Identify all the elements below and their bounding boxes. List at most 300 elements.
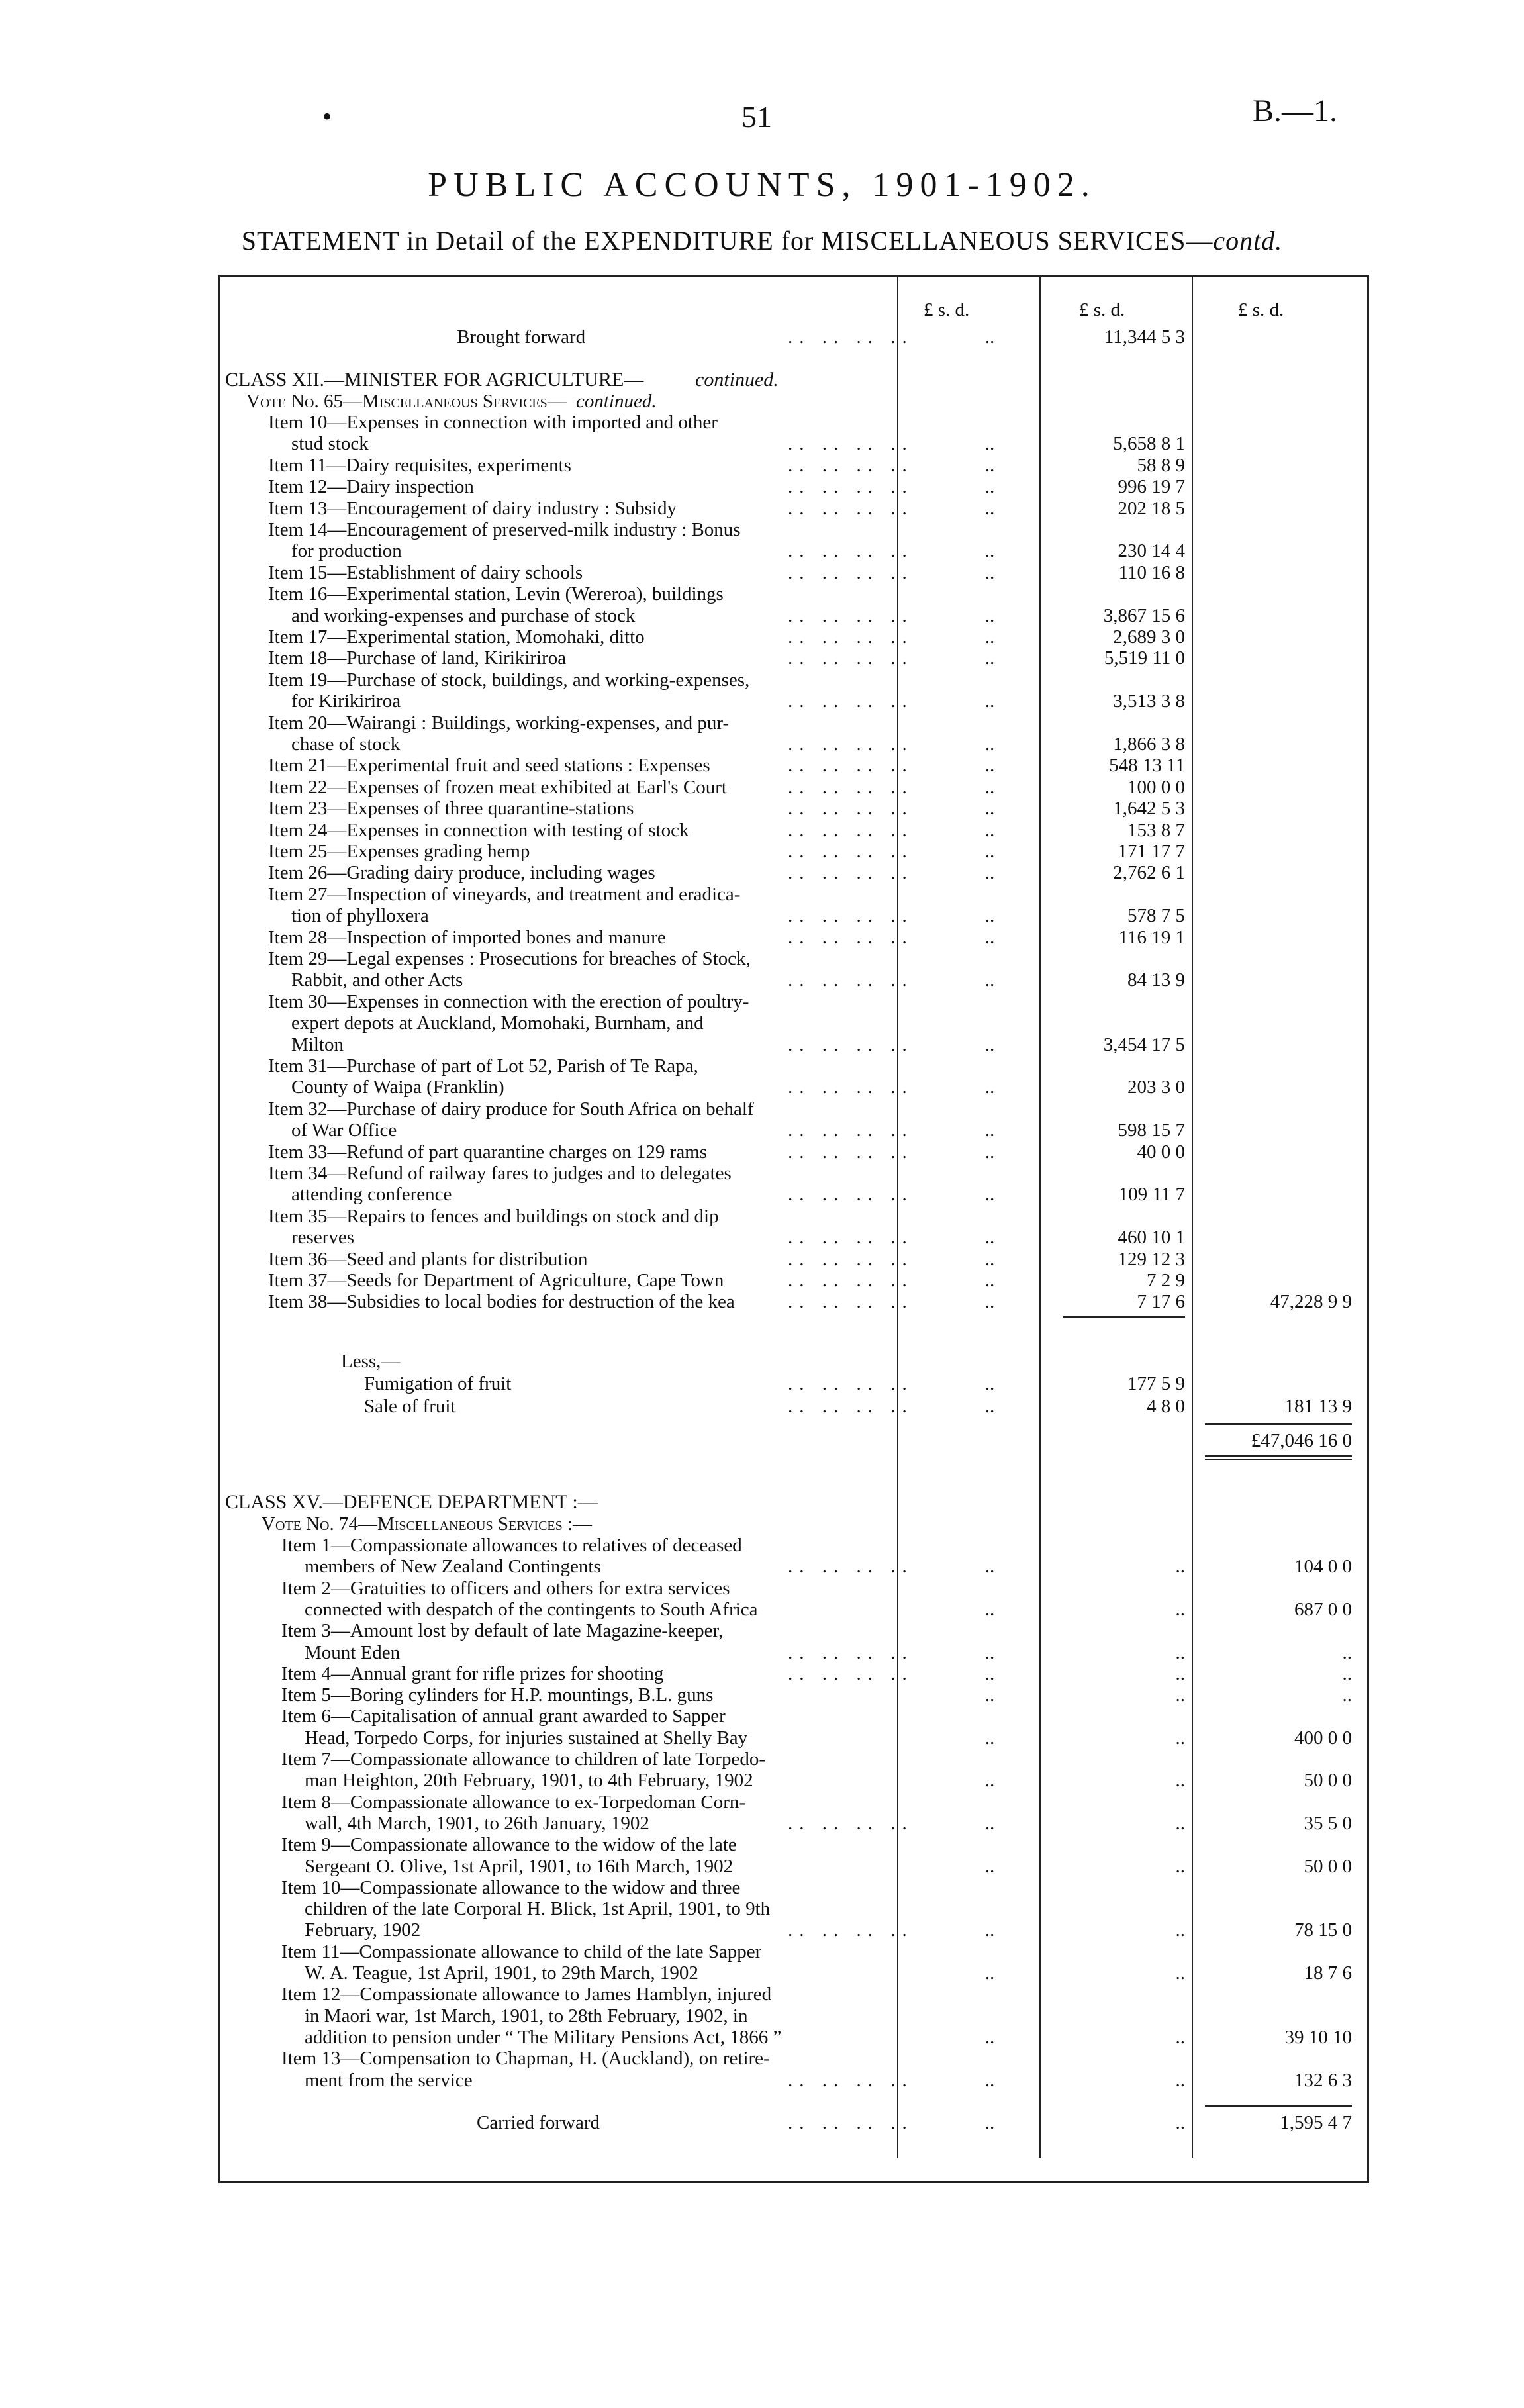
leader-dots: .. .. .. .. — [788, 1663, 914, 1684]
row-description: Item 10—Compassionate allowance to the widow and three — [281, 1877, 741, 1898]
leader-dots: .. .. .. .. — [788, 1291, 914, 1312]
amount-col3: .. — [1342, 1684, 1352, 1706]
amount-col2: 40 0 0 — [1137, 1141, 1185, 1163]
amount-col2: .. — [1175, 1727, 1185, 1749]
leader-dots: .. .. .. .. — [788, 2070, 914, 2091]
leader-dots: .. .. .. .. — [788, 1120, 914, 1141]
expenditure-item-row — [0, 540, 1524, 561]
row-description: ment from the service — [305, 2070, 473, 2091]
amount-col2: .. — [1175, 1919, 1185, 1941]
col2-header: £ s. d. — [1079, 299, 1125, 320]
amount-col2: 110 16 8 — [1118, 562, 1185, 583]
leader-dots: .. .. .. .. — [788, 2112, 914, 2133]
class-xii-heading — [0, 369, 1524, 391]
row-description: Item 1—Compassionate allowances to relatives of deceased — [281, 1535, 742, 1556]
amount-col1: .. — [984, 1684, 995, 1706]
expenditure-item-row — [0, 605, 1524, 626]
row-description: Item 28—Inspection of imported bones and manure — [268, 927, 666, 948]
col3-header: £ s. d. — [1238, 299, 1284, 320]
leader-dots: .. .. .. .. — [788, 841, 914, 862]
amount-col2: .. — [1175, 1962, 1185, 1984]
amount-col3: .. — [1342, 1663, 1352, 1684]
amount-col1: .. — [984, 969, 995, 990]
amount-col1: .. — [984, 540, 995, 561]
leader-dots: .. .. .. .. — [788, 1813, 914, 1834]
amount-col1: .. — [984, 841, 995, 862]
row-description: County of Waipa (Franklin) — [291, 1077, 504, 1098]
amount-col2: 7 2 9 — [1147, 1270, 1185, 1291]
amount-col2: .. — [1175, 1813, 1185, 1834]
page-number: 51 — [741, 100, 772, 134]
expenditure-item-text — [0, 669, 1524, 691]
statement-subtitle — [0, 225, 1524, 256]
expenditure-item-row — [0, 476, 1524, 497]
row-description: Item 29—Legal expenses : Prosecutions for breaches of Stock, — [268, 948, 751, 969]
amount-col1: .. — [984, 1856, 995, 1877]
leader-dots: .. .. .. .. — [788, 905, 914, 926]
amount-col3: .. — [1342, 1642, 1352, 1663]
amount-col1: .. — [984, 2112, 995, 2133]
amount-col2: .. — [1175, 2027, 1185, 2048]
leader-dots: .. .. .. .. — [788, 1034, 914, 1055]
amount-col1: .. — [984, 1373, 995, 1394]
amount-col2: 100 0 0 — [1127, 777, 1185, 798]
amount-col2: 460 10 1 — [1118, 1227, 1185, 1248]
amount-col1: .. — [984, 1120, 995, 1141]
leader-dots: .. .. .. .. — [788, 605, 914, 626]
amount-col1: .. — [984, 1663, 995, 1684]
row-description: Item 23—Expenses of three quarantine-stations — [268, 798, 634, 819]
amount-col2: 578 7 5 — [1127, 905, 1185, 926]
row-description: Item 30—Expenses in connection with the erection of poultry- — [268, 991, 749, 1012]
amount-col2: .. — [1175, 1599, 1185, 1620]
defence-item-text — [0, 1749, 1524, 1770]
amount-col1: .. — [984, 1077, 995, 1098]
amount-col2: 230 14 4 — [1118, 540, 1185, 561]
amount-col1: .. — [984, 605, 995, 626]
row-description: members of New Zealand Contingents — [305, 1556, 601, 1577]
defence-item-row — [0, 1663, 1524, 1684]
amount-col1: .. — [984, 777, 995, 798]
row-description: Item 32—Purchase of dairy produce for South Africa on behalf — [268, 1098, 754, 1120]
amount-col1: .. — [984, 905, 995, 926]
leader-dots: .. .. .. .. — [788, 1919, 914, 1941]
amount-col2: .. — [1175, 1684, 1185, 1706]
defence-item-row — [0, 2070, 1524, 2091]
expenditure-item-row — [0, 1141, 1524, 1163]
row-description: expert depots at Auckland, Momohaki, Burnham, and — [291, 1012, 704, 1034]
row-description: chase of stock — [291, 734, 401, 755]
row-description: Item 11—Compassionate allowance to child of the late Sapper — [281, 1941, 762, 1962]
expenditure-item-row — [0, 1270, 1524, 1291]
row-description: Rabbit, and other Acts — [291, 969, 463, 990]
amount-col1: .. — [984, 691, 995, 712]
class-xv-title: CLASS XV.—DEFENCE DEPARTMENT :— — [225, 1491, 598, 1513]
defence-item-text — [0, 1535, 1524, 1556]
row-description: Item 25—Expenses grading hemp — [268, 841, 530, 862]
amount-col1: .. — [984, 1813, 995, 1834]
expenditure-item-text — [0, 583, 1524, 604]
expenditure-item-row — [0, 455, 1524, 476]
expenditure-item-row — [0, 1227, 1524, 1248]
expenditure-item-row — [0, 1034, 1524, 1055]
defence-item-row — [0, 1813, 1524, 1834]
amount-col1: .. — [984, 326, 995, 348]
row-description: Item 13—Encouragement of dairy industry : Subsidy — [268, 498, 677, 519]
row-description: Item 36—Seed and plants for distribution — [268, 1249, 588, 1270]
amount-col3: 1,595 4 7 — [1280, 2112, 1352, 2133]
row-description: Item 33—Refund of part quarantine charges on 129 rams — [268, 1141, 708, 1163]
defence-item-text — [0, 1877, 1524, 1898]
leader-dots: .. .. .. .. — [788, 433, 914, 454]
amount-col2: 2,762 6 1 — [1113, 862, 1185, 883]
expenditure-item-row — [0, 841, 1524, 862]
defence-item-text — [0, 1984, 1524, 2005]
expenditure-item-row — [0, 433, 1524, 454]
row-description: in Maori war, 1st March, 1901, to 28th February, 1902, in — [305, 2005, 748, 2027]
row-description: Item 8—Compassionate allowance to ex-Torpedoman Corn- — [281, 1792, 746, 1813]
expenditure-item-text — [0, 948, 1524, 969]
leader-dots: .. .. .. .. — [788, 820, 914, 841]
row-description: and working-expenses and purchase of stock — [291, 605, 636, 626]
row-description: Sergeant O. Olive, 1st April, 1901, to 16th March, 1902 — [305, 1856, 734, 1877]
expenditure-item-row — [0, 777, 1524, 798]
row-description: Item 14—Encouragement of preserved-milk industry : Bonus — [268, 519, 741, 540]
row-description: Item 9—Compassionate allowance to the widow of the late — [281, 1834, 737, 1855]
amount-col1: .. — [984, 498, 995, 519]
net-total-rule — [1205, 1423, 1352, 1425]
row-description: Fumigation of fruit — [364, 1373, 512, 1394]
expenditure-item-row — [0, 969, 1524, 990]
amount-col1: .. — [984, 1962, 995, 1984]
leader-dots: .. .. .. .. — [788, 1396, 914, 1417]
amount-col2: 3,454 17 5 — [1103, 1034, 1185, 1055]
row-description: Item 12—Dairy inspection — [268, 476, 474, 497]
row-description: Item 16—Experimental station, Levin (Wereroa), buildings — [268, 583, 724, 604]
amount-col3: 132 6 3 — [1294, 2070, 1352, 2091]
defence-item-row — [0, 2027, 1524, 2048]
expenditure-item-row — [0, 1249, 1524, 1270]
leader-dots: .. .. .. .. — [788, 648, 914, 669]
amount-col2: 58 8 9 — [1137, 455, 1185, 476]
less-heading — [0, 1351, 1524, 1372]
leader-dots: .. .. .. .. — [788, 326, 914, 348]
expenditure-item-row — [0, 1291, 1524, 1312]
carried-forward-row — [0, 2112, 1524, 2133]
defence-item-text — [0, 1941, 1524, 1962]
expenditure-item-row — [0, 798, 1524, 819]
row-description: Item 19—Purchase of stock, buildings, and working-expenses, — [268, 669, 750, 691]
row-description: Item 4—Annual grant for rifle prizes for shooting — [281, 1663, 664, 1684]
row-description: Item 24—Expenses in connection with testing of stock — [268, 820, 689, 841]
amount-col1: .. — [984, 1034, 995, 1055]
row-description: of War Office — [291, 1120, 397, 1141]
row-description: stud stock — [291, 433, 369, 454]
amount-col1: .. — [984, 1141, 995, 1163]
subtitle-text: STATEMENT in Detail of the EXPENDITURE for MISCELLANEOUS SERVICES— — [241, 226, 1214, 256]
amount-col1: .. — [984, 1919, 995, 1941]
vote-65-title: Vote No. 65—Miscellaneous Services— — [246, 391, 567, 412]
defence-item-row — [0, 1919, 1524, 1941]
amount-col2: 177 5 9 — [1127, 1373, 1185, 1394]
row-description: Item 11—Dairy requisites, experiments — [268, 455, 571, 476]
row-description: Brought forward — [457, 326, 586, 348]
row-description: Head, Torpedo Corps, for injuries sustained at Shelly Bay — [305, 1727, 748, 1749]
amount-col3: 687 0 0 — [1294, 1599, 1352, 1620]
leader-dots: .. .. .. .. — [788, 734, 914, 755]
row-description: Item 7—Compassionate allowance to children of late Torpedo- — [281, 1749, 766, 1770]
expenditure-item-row — [0, 562, 1524, 583]
amount-col1: .. — [984, 2070, 995, 2091]
row-description: Item 21—Experimental fruit and seed stations : Expenses — [268, 755, 710, 776]
defence-item-row — [0, 1856, 1524, 1877]
expenditure-item-text — [0, 519, 1524, 540]
amount-col1: .. — [984, 1227, 995, 1248]
defence-item-row — [0, 1770, 1524, 1791]
amount-col2: 3,867 15 6 — [1103, 605, 1185, 626]
row-description: Item 26—Grading dairy produce, including wages — [268, 862, 655, 883]
amount-col1: .. — [984, 1184, 995, 1205]
expenditure-item-row — [0, 820, 1524, 841]
amount-col1: .. — [984, 927, 995, 948]
defence-item-text — [0, 2005, 1524, 2027]
subtotal-rule — [1063, 1316, 1185, 1318]
expenditure-item-text — [0, 1206, 1524, 1227]
row-description: Mount Eden — [305, 1642, 401, 1663]
amount-col2: 598 15 7 — [1118, 1120, 1185, 1141]
class-xv-heading — [0, 1492, 1524, 1513]
row-description: Item 27—Inspection of vineyards, and treatment and eradica- — [268, 884, 741, 905]
amount-col2: .. — [1175, 2070, 1185, 2091]
row-description: for Kirikiriroa — [291, 691, 401, 712]
col1-header: £ s. d. — [924, 299, 970, 320]
class-xii-title: CLASS XII.—MINISTER FOR AGRICULTURE— — [225, 369, 644, 391]
amount-col2: 3,513 3 8 — [1113, 691, 1185, 712]
leader-dots: .. .. .. .. — [788, 1249, 914, 1270]
amount-col1: .. — [984, 562, 995, 583]
row-description: Item 35—Repairs to fences and buildings on stock and dip — [268, 1206, 719, 1227]
amount-col2: 203 3 0 — [1127, 1077, 1185, 1098]
expenditure-item-row — [0, 1184, 1524, 1205]
amount-col3: 47,228 9 9 — [1270, 1291, 1352, 1312]
row-description: Item 2—Gratuities to officers and others for extra services — [281, 1578, 730, 1599]
carried-forward-rule — [1205, 2105, 1352, 2107]
amount-col1: .. — [984, 1599, 995, 1620]
expenditure-item-row — [0, 691, 1524, 712]
amount-col2: 7 17 6 — [1137, 1291, 1185, 1312]
expenditure-item-row — [0, 626, 1524, 648]
amount-col2: 116 19 1 — [1118, 927, 1185, 948]
amount-col2: 153 8 7 — [1127, 820, 1185, 841]
defence-item-row — [0, 1642, 1524, 1663]
row-description: Carried forward — [477, 2112, 600, 2133]
amount-col1: .. — [984, 862, 995, 883]
defence-item-row — [0, 1684, 1524, 1706]
defence-item-text — [0, 1792, 1524, 1813]
leader-dots: .. .. .. .. — [788, 1556, 914, 1577]
row-description: Less,— — [341, 1351, 401, 1372]
amount-col2: 996 19 7 — [1118, 476, 1185, 497]
row-description: Item 15—Establishment of dairy schools — [268, 562, 583, 583]
amount-col1: .. — [984, 1770, 995, 1791]
expenditure-item-text — [0, 1055, 1524, 1077]
leader-dots: .. .. .. .. — [788, 862, 914, 883]
expenditure-item-row — [0, 862, 1524, 883]
amount-col2: .. — [1175, 1556, 1185, 1577]
class-xii-net-total — [0, 1430, 1524, 1451]
expenditure-item-text — [0, 412, 1524, 433]
amount-col3: £47,046 16 0 — [1251, 1430, 1352, 1451]
expenditure-item-row — [0, 905, 1524, 926]
row-description: Item 6—Capitalisation of annual grant awarded to Sapper — [281, 1706, 726, 1727]
leader-dots: .. .. .. .. — [788, 1373, 914, 1394]
leader-dots: .. .. .. .. — [788, 476, 914, 497]
row-description: addition to pension under “ The Military Pensions Act, 1866 ” — [305, 2027, 782, 2048]
amount-col1: .. — [984, 455, 995, 476]
leader-dots: .. .. .. .. — [788, 1642, 914, 1663]
leader-dots: .. .. .. .. — [788, 1227, 914, 1248]
amount-col3: 104 0 0 — [1294, 1556, 1352, 1577]
net-total-underline-1 — [1205, 1455, 1352, 1457]
row-description: man Heighton, 20th February, 1901, to 4th February, 1902 — [305, 1770, 753, 1791]
expenditure-item-row — [0, 734, 1524, 755]
row-description: reserves — [291, 1227, 355, 1248]
amount-col2: 548 13 11 — [1109, 755, 1185, 776]
subtitle-suffix: contd. — [1213, 226, 1283, 256]
row-description: children of the late Corporal H. Blick, 1st April, 1901, to 9th — [305, 1898, 771, 1919]
defence-item-row — [0, 1962, 1524, 1984]
vote-74-heading — [0, 1514, 1524, 1535]
expenditure-item-row — [0, 498, 1524, 519]
amount-col1: .. — [984, 1270, 995, 1291]
leader-dots: .. .. .. .. — [788, 691, 914, 712]
class-xii-contd: continued. — [695, 369, 779, 391]
row-description: Milton — [291, 1034, 344, 1055]
row-description: Item 38—Subsidies to local bodies for destruction of the kea — [268, 1291, 735, 1312]
defence-item-text — [0, 1620, 1524, 1641]
leader-dots: .. .. .. .. — [788, 755, 914, 776]
row-description: February, 1902 — [305, 1919, 421, 1941]
row-description: W. A. Teague, 1st April, 1901, to 29th March, 1902 — [305, 1962, 698, 1984]
leader-dots: .. .. .. .. — [788, 1077, 914, 1098]
deduction-row — [0, 1373, 1524, 1394]
amount-col2: 109 11 7 — [1118, 1184, 1185, 1205]
expenditure-item-row — [0, 1120, 1524, 1141]
amount-col2: 4 8 0 — [1147, 1396, 1185, 1417]
expenditure-item-text — [0, 1012, 1524, 1034]
vote-65-heading — [0, 391, 1524, 412]
defence-item-row — [0, 1727, 1524, 1749]
expenditure-item-row — [0, 755, 1524, 776]
amount-col1: .. — [984, 648, 995, 669]
amount-col2: 5,658 8 1 — [1113, 433, 1185, 454]
deduction-row — [0, 1396, 1524, 1417]
amount-col2: 1,866 3 8 — [1113, 734, 1185, 755]
document-reference: B.—1. — [1253, 93, 1338, 128]
amount-col2: 202 18 5 — [1118, 498, 1185, 519]
defence-item-text — [0, 1706, 1524, 1727]
brought-forward-row — [0, 326, 1524, 348]
page-title: PUBLIC ACCOUNTS, 1901-1902. — [428, 166, 1096, 204]
row-description: Item 3—Amount lost by default of late Magazine-keeper, — [281, 1620, 724, 1641]
net-total-underline-2 — [1205, 1459, 1352, 1460]
amount-col1: .. — [984, 1249, 995, 1270]
row-description: Item 18—Purchase of land, Kirikiriroa — [268, 648, 567, 669]
amount-col2: .. — [1175, 2112, 1185, 2133]
amount-col2: .. — [1175, 1642, 1185, 1663]
amount-col2: 2,689 3 0 — [1113, 626, 1185, 648]
expenditure-item-text — [0, 1098, 1524, 1120]
expenditure-item-row — [0, 648, 1524, 669]
leader-dots: .. .. .. .. — [788, 969, 914, 990]
row-description: Item 5—Boring cylinders for H.P. mountings, B.L. guns — [281, 1684, 714, 1706]
leader-dots: .. .. .. .. — [788, 540, 914, 561]
defence-item-row — [0, 1599, 1524, 1620]
amount-col1: .. — [984, 476, 995, 497]
amount-col1: .. — [984, 820, 995, 841]
row-description: for production — [291, 540, 402, 561]
expenditure-item-row — [0, 927, 1524, 948]
leader-dots: .. .. .. .. — [788, 455, 914, 476]
expenditure-item-row — [0, 1077, 1524, 1098]
row-description: Item 22—Expenses of frozen meat exhibited at Earl's Court — [268, 777, 727, 798]
vote-74-title: Vote No. 74—Miscellaneous Services :— — [262, 1514, 593, 1535]
amount-col1: .. — [984, 2027, 995, 2048]
row-description: Item 13—Compensation to Chapman, H. (Auckland), on retire- — [281, 2048, 770, 2069]
leader-dots: .. .. .. .. — [788, 626, 914, 648]
amount-col3: 18 7 6 — [1304, 1962, 1352, 1984]
row-description: Item 34—Refund of railway fares to judges and to delegates — [268, 1163, 732, 1184]
row-description: Item 17—Experimental station, Momohaki, ditto — [268, 626, 645, 648]
amount-col2: 171 17 7 — [1118, 841, 1185, 862]
amount-col3: 78 15 0 — [1294, 1919, 1352, 1941]
expenditure-item-text — [0, 1163, 1524, 1184]
expenditure-item-text — [0, 991, 1524, 1012]
expenditure-item-text — [0, 712, 1524, 734]
row-description: Item 37—Seeds for Department of Agriculture, Cape Town — [268, 1270, 724, 1291]
header-dot: • — [322, 101, 332, 131]
amount-col3: 50 0 0 — [1304, 1770, 1352, 1791]
amount-col1: .. — [984, 1556, 995, 1577]
leader-dots: .. .. .. .. — [788, 1184, 914, 1205]
amount-col2: 5,519 11 0 — [1104, 648, 1185, 669]
amount-col3: 35 5 0 — [1304, 1813, 1352, 1834]
leader-dots: .. .. .. .. — [788, 777, 914, 798]
vote-65-contd: continued. — [576, 391, 657, 412]
row-description: connected with despatch of the contingents to South Africa — [305, 1599, 758, 1620]
amount-col2: 84 13 9 — [1127, 969, 1185, 990]
amount-col2: .. — [1175, 1663, 1185, 1684]
row-description: tion of phylloxera — [291, 905, 429, 926]
amount-col2: 11,344 5 3 — [1104, 326, 1185, 348]
amount-col2: 1,642 5 3 — [1113, 798, 1185, 819]
amount-col1: .. — [984, 1291, 995, 1312]
defence-item-text — [0, 1898, 1524, 1919]
row-description: Item 12—Compassionate allowance to James Hamblyn, injured — [281, 1984, 772, 2005]
leader-dots: .. .. .. .. — [788, 798, 914, 819]
row-description: wall, 4th March, 1901, to 26th January, 1902 — [305, 1813, 649, 1834]
defence-item-text — [0, 1834, 1524, 1855]
amount-col1: .. — [984, 734, 995, 755]
leader-dots: .. .. .. .. — [788, 498, 914, 519]
leader-dots: .. .. .. .. — [788, 562, 914, 583]
expenditure-item-text — [0, 884, 1524, 905]
row-description: Item 20—Wairangi : Buildings, working-expenses, and pur- — [268, 712, 730, 734]
row-description: Item 31—Purchase of part of Lot 52, Parish of Te Rapa, — [268, 1055, 698, 1077]
amount-col1: .. — [984, 626, 995, 648]
defence-item-text — [0, 1578, 1524, 1599]
amount-col2: 129 12 3 — [1118, 1249, 1185, 1270]
